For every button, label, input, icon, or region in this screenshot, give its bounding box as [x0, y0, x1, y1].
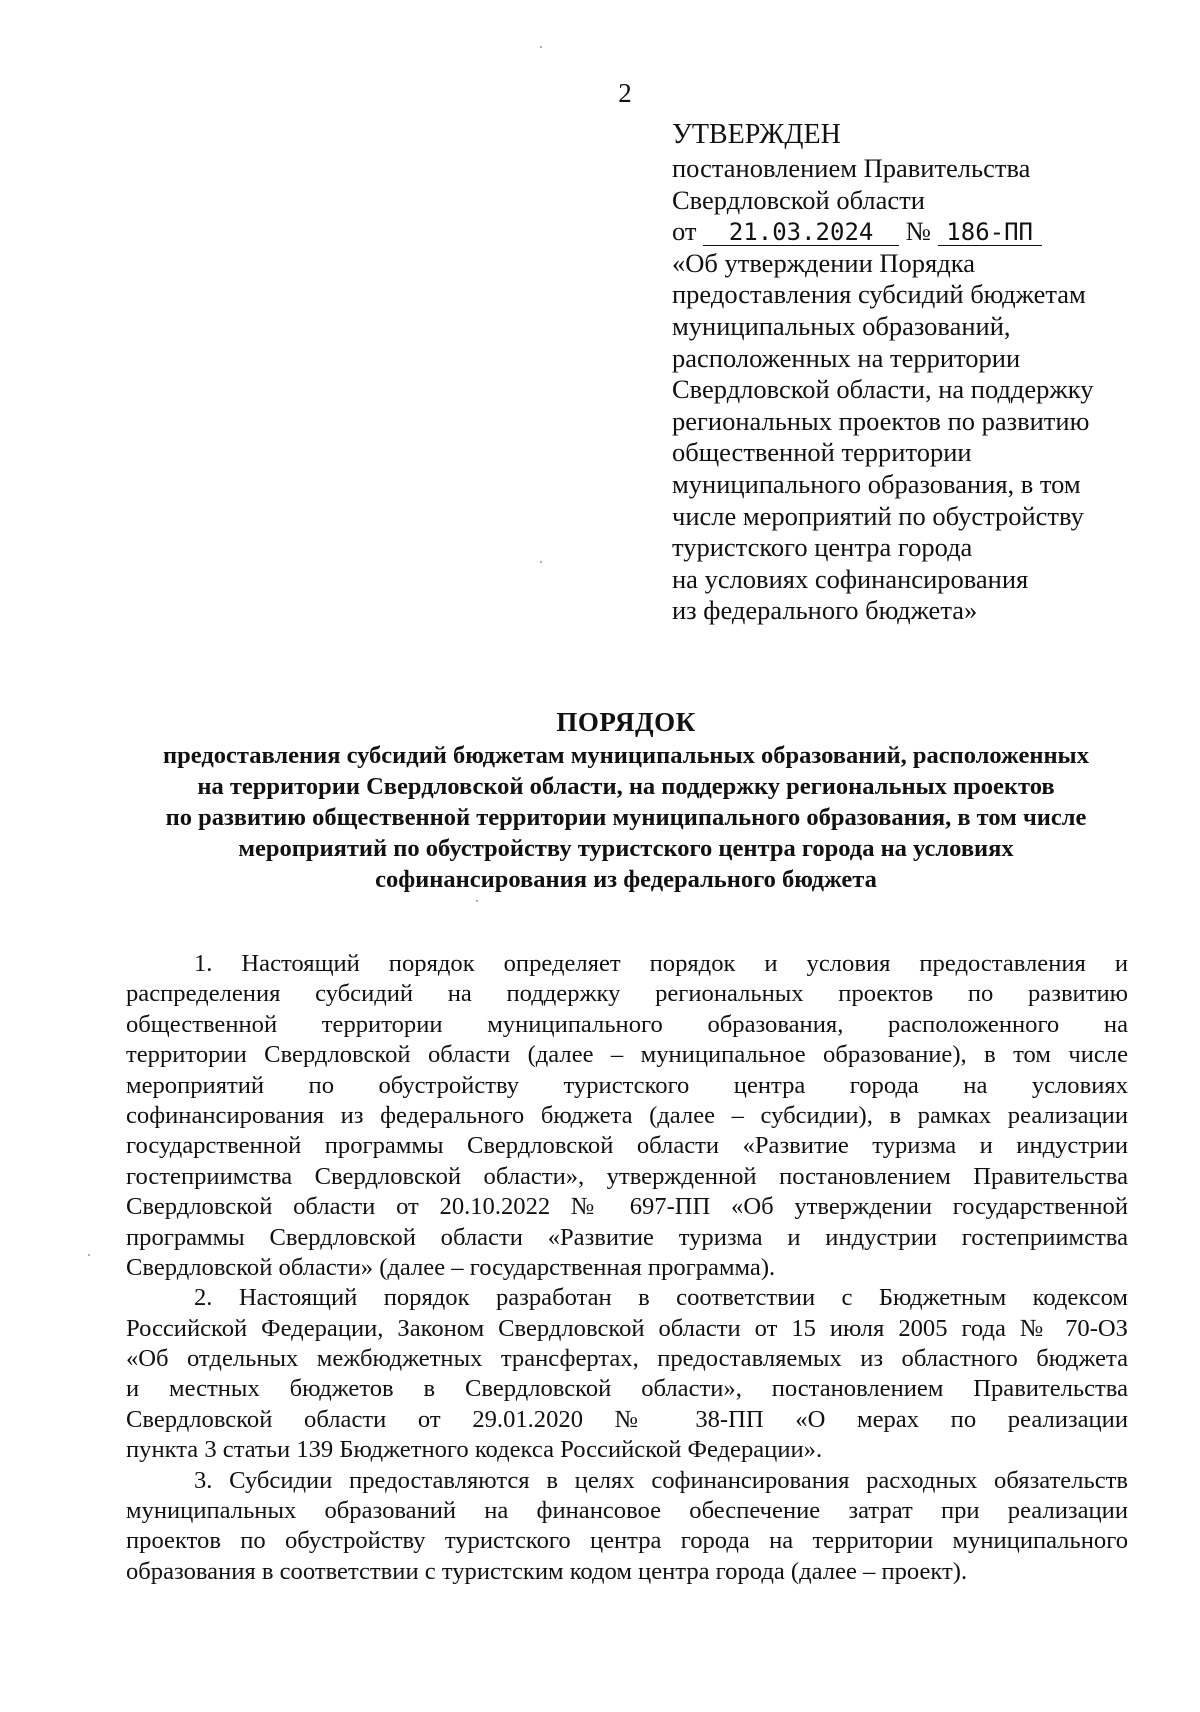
paragraph-line: проектов по обустройству туристского центра города на территории муниципального	[126, 1527, 1128, 1555]
approval-subject-line: туристского центра города	[672, 532, 973, 563]
paragraph-line: софинансирования из федерального бюджета (далее – субсидии), в рамках реализации	[126, 1101, 1128, 1129]
scan-speck	[540, 561, 542, 563]
date-prefix: от	[672, 216, 697, 247]
scan-speck	[540, 46, 542, 48]
approval-subject-line: предоставления субсидий бюджетам	[672, 279, 1086, 310]
approval-date-line	[672, 216, 1142, 248]
title-main: ПОРЯДОК	[556, 707, 696, 737]
paragraph-line: Свердловской области от 29.01.2020 № 38-ПП «О мерах по реализации	[126, 1405, 1128, 1433]
approval-subject-line: на условиях софинансирования	[672, 563, 1029, 594]
paragraph-line: Российской Федерации, Законом Свердловской области от 15 июля 2005 года № 70-ОЗ	[126, 1314, 1128, 1342]
scan-speck	[88, 1254, 90, 1256]
paragraph-1	[126, 949, 1128, 1283]
approval-heading: УТВЕРЖДЕН	[672, 119, 841, 150]
paragraph-line: программы Свердловской области «Развитие туризма и индустрии гостеприимства	[126, 1223, 1128, 1251]
paragraph-line: 2. Настоящий порядок разработан в соответствии с Бюджетным кодексом	[194, 1284, 1128, 1312]
paragraph-line: территории Свердловской области (далее – муниципальное образование), в том числе	[126, 1041, 1128, 1069]
document-title	[126, 704, 1126, 895]
paragraph-line: 1. Настоящий порядок определяет порядок и условия предоставления и	[194, 950, 1128, 977]
title-line: софинансирования из федерального бюджета	[375, 866, 877, 893]
approval-subject-line: Свердловской области, на поддержку	[672, 374, 1094, 405]
approval-line-1: постановлением Правительства	[672, 153, 1031, 183]
approval-line-2: Свердловской области	[672, 184, 925, 215]
date-value: 21.03.2024	[703, 219, 899, 246]
approval-subject-line: «Об утверждении Порядка	[672, 247, 975, 278]
paragraph-line: образования в соответствии с туристским кодом центра города (далее – проект).	[126, 1557, 968, 1585]
approval-subject-line: числе мероприятий по обустройству	[672, 500, 1084, 531]
title-line: на территории Свердловской области, на поддержку региональных проектов	[197, 773, 1055, 800]
paragraph-3	[126, 1466, 1128, 1588]
title-line: предоставления субсидий бюджетам муниципальных образований, расположенных	[163, 742, 1089, 769]
approval-subject-line: муниципальных образований,	[672, 310, 1011, 341]
paragraph-line: Свердловской области» (далее – государственная программа).	[126, 1253, 776, 1281]
approval-subject-line: общественной территории	[672, 437, 972, 468]
number-prefix: №	[905, 216, 932, 247]
paragraph-line: 3. Субсидии предоставляются в целях софинансирования расходных обязательств	[194, 1466, 1128, 1494]
title-line: мероприятий по обустройству туристского центра города на условиях	[238, 835, 1014, 862]
approval-block	[672, 118, 1142, 627]
paragraph-line: пункта 3 статьи 139 Бюджетного кодекса Российской Федерации».	[126, 1436, 823, 1464]
approval-subject-line: региональных проектов по развитию	[672, 405, 1090, 436]
paragraph-line: распределения субсидий на поддержку региональных проектов по развитию	[126, 980, 1128, 1008]
paragraph-line: государственной программы Свердловской области «Развитие туризма и индустрии	[126, 1132, 1128, 1160]
page-number: 2	[618, 78, 632, 108]
paragraph-line: общественной территории муниципального образования, расположенного на	[126, 1010, 1128, 1038]
paragraph-line: муниципальных образований на финансовое обеспечение затрат при реализации	[126, 1497, 1128, 1525]
paragraph-line: Свердловской области от 20.10.2022 № 697-ПП «Об утверждении государственной	[126, 1193, 1128, 1221]
document-body	[126, 949, 1128, 1587]
paragraph-2	[126, 1283, 1128, 1465]
title-subtitle	[126, 740, 1126, 895]
scan-speck	[476, 900, 478, 902]
approval-subject-line: муниципального образования, в том	[672, 468, 1081, 499]
paragraph-line: «Об отдельных межбюджетных трансфертах, предоставляемых из областного бюджета	[126, 1345, 1128, 1373]
paragraph-line: гостеприимства Свердловской области», утвержденной постановлением Правительства	[126, 1162, 1128, 1190]
approval-subject-line: из федерального бюджета»	[672, 595, 978, 626]
number-value: 186-ПП	[938, 219, 1042, 246]
approval-subject-line: расположенных на территории	[672, 342, 1021, 373]
title-line: по развитию общественной территории муниципального образования, в том числе	[165, 804, 1087, 831]
paragraph-line: и местных бюджетов в Свердловской области», постановлением Правительства	[126, 1375, 1128, 1403]
paragraph-line: мероприятий по обустройству туристского центра города на условиях	[126, 1071, 1128, 1099]
